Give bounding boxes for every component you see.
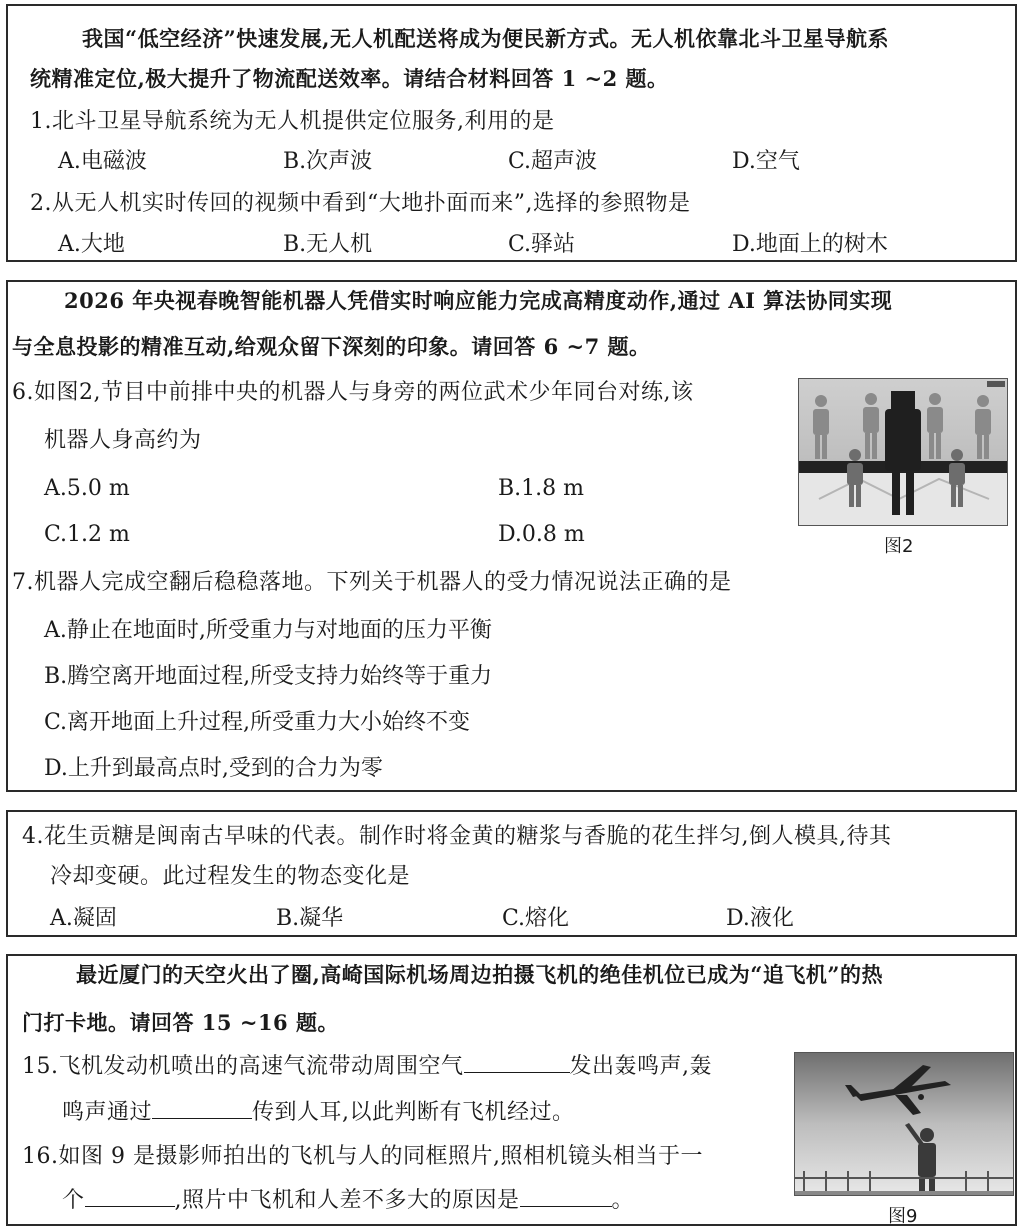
q4-option-c: C.熔化 (502, 906, 570, 931)
q16-text: ,照片中飞机和人差不多大的原因是 (174, 1188, 520, 1213)
intro-text: 门打卡地。请回答 15 ~16 题。 (22, 1010, 339, 1035)
figure-9-caption: 图9 (888, 1206, 918, 1227)
intro-text: 2026 年央视春晚智能机器人凭借实时响应能力完成高精度动作,通过 AI 算法协同实现 (64, 288, 893, 313)
question-4-stem: 4.花生贡糖是闽南古早味的代表。制作时将金黄的糖浆与香脆的花生拌匀,倒人模具,待其 (22, 824, 892, 849)
q4-option-a: A.凝固 (50, 906, 117, 931)
q7-option-a: A.静止在地面时,所受重力与对地面的压力平衡 (44, 618, 492, 643)
q2-option-d: D.地面上的树木 (732, 232, 888, 257)
question-1-stem: 1.北斗卫星导航系统为无人机提供定位服务,利用的是 (30, 109, 555, 134)
q2-option-a: A.大地 (58, 232, 125, 257)
question-7-stem: 7.机器人完成空翻后稳稳落地。下列关于机器人的受力情况说法正确的是 (12, 570, 732, 595)
q1-option-a: A.电磁波 (58, 149, 147, 174)
q6-option-a: A.5.0 m (44, 476, 130, 501)
q15-text: 15.飞机发动机喷出的高速气流带动周围空气 (22, 1054, 464, 1079)
q7-option-d: D.上升到最高点时,受到的合力为零 (44, 756, 383, 781)
q6-option-b: B.1.8 m (498, 476, 585, 501)
question-16-line2 (62, 1186, 634, 1214)
q2-option-c: C.驿站 (508, 232, 576, 257)
q16-blank-1[interactable] (85, 1186, 175, 1207)
q7-option-c: C.离开地面上升过程,所受重力大小始终不变 (44, 710, 471, 735)
q16-blank-2[interactable] (520, 1186, 612, 1207)
question-block-4 (6, 954, 1017, 1226)
q4-option-b: B.凝华 (276, 906, 344, 931)
question-6-stem-cont: 机器人身高约为 (44, 428, 202, 453)
question-2-stem: 2.从无人机实时传回的视频中看到“大地扑面而来”,选择的参照物是 (30, 191, 691, 216)
figure-2-caption: 图2 (884, 536, 914, 557)
question-6-stem: 6.如图2,节目中前排中央的机器人与身旁的两位武术少年同台对练,该 (12, 380, 694, 405)
intro-text: 与全息投影的精准互动,给观众留下深刻的印象。请回答 6 ~7 题。 (12, 334, 651, 359)
q1-option-c: C.超声波 (508, 149, 598, 174)
robot-stage-photo (798, 378, 1008, 526)
question-block-1 (6, 4, 1017, 262)
q6-option-d: D.0.8 m (498, 522, 585, 547)
airplane-illustration (795, 1053, 1013, 1195)
q15-text: 传到人耳,以此判断有飞机经过。 (252, 1100, 575, 1125)
q1-option-d: D.空气 (732, 149, 800, 174)
intro-text: 最近厦门的天空火出了圈,高崎国际机场周边拍摄飞机的绝佳机位已成为“追飞机”的热 (76, 962, 883, 987)
question-block-2 (6, 280, 1017, 792)
q7-option-b: B.腾空离开地面过程,所受支持力始终等于重力 (44, 664, 493, 689)
q15-blank-1[interactable] (464, 1052, 570, 1073)
question-16-line1: 16.如图 9 是摄影师拍出的飞机与人的同框照片,照相机镜头相当于一 (22, 1144, 703, 1169)
q4-option-d: D.液化 (726, 906, 794, 931)
q15-text: 鸣声通过 (62, 1100, 153, 1125)
intro-text: 统精准定位,极大提升了物流配送效率。请结合材料回答 1 ~2 题。 (30, 66, 669, 91)
q15-text: 发出轰鸣声,轰 (569, 1054, 712, 1079)
question-15-line2 (62, 1098, 575, 1126)
intro-text: 我国“低空经济”快速发展,无人机配送将成为便民新方式。无人机依靠北斗卫星导航系 (82, 26, 889, 51)
robot-stage-illustration (799, 379, 1007, 525)
question-4-stem-cont: 冷却变硬。此过程发生的物态变化是 (50, 864, 411, 889)
q15-blank-2[interactable] (152, 1098, 252, 1119)
question-block-3 (6, 810, 1017, 937)
q2-option-b: B.无人机 (283, 232, 373, 257)
airplane-photo (794, 1052, 1014, 1196)
q1-option-b: B.次声波 (283, 149, 373, 174)
q16-text: 。 (611, 1188, 635, 1213)
question-15-line1 (22, 1052, 712, 1080)
q6-option-c: C.1.2 m (44, 522, 130, 547)
q16-text: 个 (62, 1188, 85, 1213)
